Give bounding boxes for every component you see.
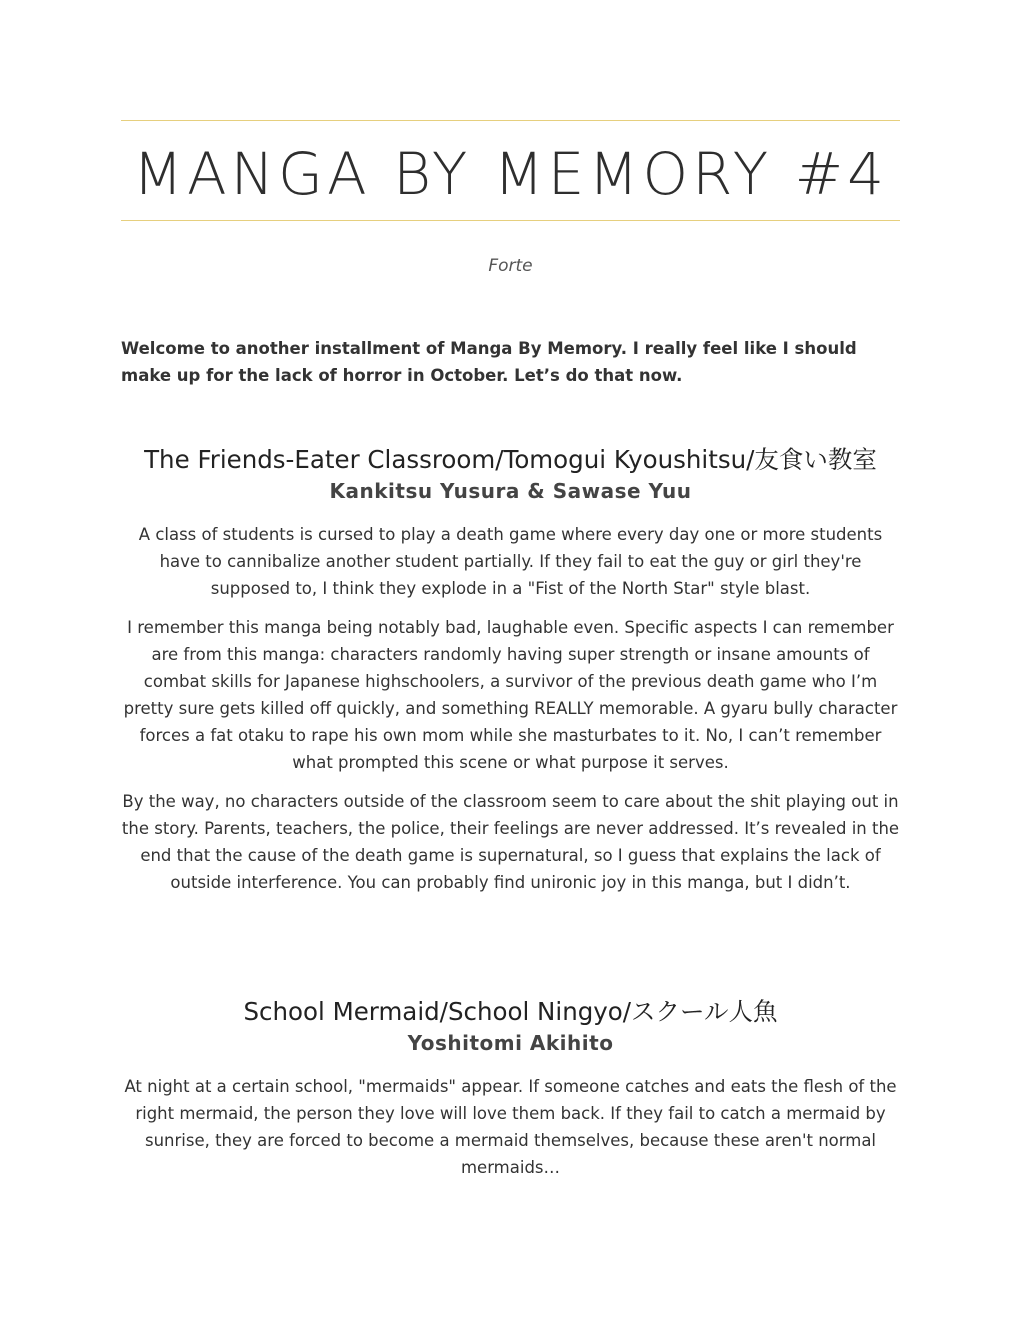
title-top-rule — [121, 120, 900, 121]
title-bottom-rule — [121, 220, 900, 221]
page-title: MANGA BY MEMORY #4 — [132, 140, 889, 208]
entry-title: School Mermaid/School Ningyo/スクール人魚 — [243, 997, 778, 1026]
entry-paragraph: A class of students is cursed to play a death game where every day one or more students have to cannibalize another student partially. If they fail to eat the guy or girl they're supposed to, I think they explode in a "Fist of the North Star" style blast. — [138, 525, 883, 598]
manga-entry — [121, 995, 900, 1181]
manga-entry — [121, 443, 900, 896]
entry-title: The Friends-Eater Classroom/Tomogui Kyoushitsu/友食い教室 — [144, 445, 877, 474]
entry-paragraph: I remember this manga being notably bad, laughable even. Specific aspects I can remember are from this manga: characters randomly having super strength or insane amounts of combat skills for Japanese highschoolers, a survivor of the previous death game who I’m pretty sure gets killed off quickly, and something REALLY memorable. A gyaru bully character forces a fat otaku to rape his own mom while she masturbates to it. No, I can’t remember what prompted this scene or what purpose it serves. — [123, 618, 898, 772]
intro-paragraph: Welcome to another installment of Manga By Memory. I really feel like I should make up for the lack of horror in October. Let’s do that now. — [121, 339, 857, 385]
entry-creator: Yoshitomi Akihito — [407, 1031, 614, 1055]
entry-paragraph: At night at a certain school, "mermaids" appear. If someone catches and eats the flesh of the right mermaid, the person they love will love them back. If they fail to catch a mermaid by sunrise, they are forced to become a mermaid themselves, because these aren't normal mermaids… — [124, 1077, 897, 1177]
entry-creator: Kankitsu Yusura & Sawase Yuu — [329, 479, 692, 503]
author-byline: Forte — [488, 256, 533, 276]
entry-paragraph: By the way, no characters outside of the classroom seem to care about the shit playing out in the story. Parents, teachers, the police, their feelings are never addressed. It’s revealed in the end that the cause of the death game is supernatural, so I guess that explains the lack of outside interference. You can probably find unironic joy in this manga, but I didn’t. — [121, 792, 900, 892]
